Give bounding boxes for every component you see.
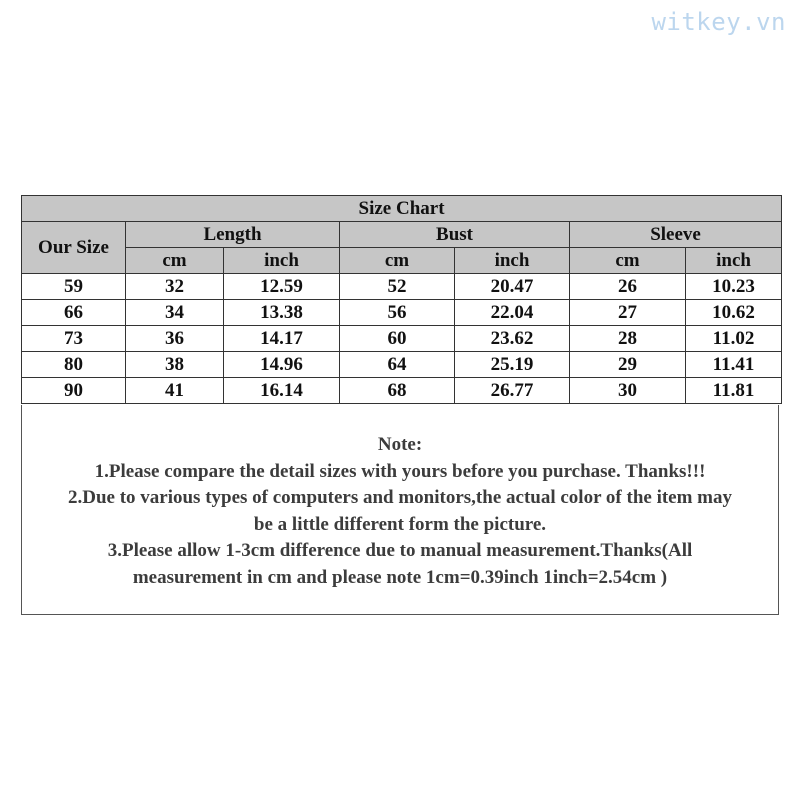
table-cell: 30 (570, 378, 686, 404)
size-chart-table (21, 195, 782, 404)
table-cell: 10.62 (686, 300, 782, 326)
note-line: 3.Please allow 1-3cm difference due to manual measurement.Thanks(All (107, 540, 693, 561)
table-cell: 14.17 (224, 326, 340, 352)
table-cell: 36 (126, 326, 224, 352)
table-title: Size Chart (22, 196, 782, 222)
table-cell: 41 (126, 378, 224, 404)
table-cell: 60 (340, 326, 455, 352)
table-cell: 80 (22, 352, 126, 378)
table-cell: 11.41 (686, 352, 782, 378)
table-cell: 26.77 (455, 378, 570, 404)
table-cell: 12.59 (224, 274, 340, 300)
table-row (22, 352, 782, 378)
title-row (22, 196, 782, 222)
note-heading: Note: (377, 434, 423, 455)
table-cell: 59 (22, 274, 126, 300)
unit-header: inch (686, 248, 782, 274)
note-line: be a little different form the picture. (253, 513, 547, 535)
table-cell: 11.81 (686, 378, 782, 404)
note-line: 1.Please compare the detail sizes with yours before you purchase. Thanks!!! (94, 460, 706, 482)
length-header: Length (126, 222, 340, 248)
table-cell: 90 (22, 378, 126, 404)
sleeve-header: Sleeve (570, 222, 782, 248)
table-cell: 68 (340, 378, 455, 404)
table-cell: 52 (340, 274, 455, 300)
unit-header: cm (340, 248, 455, 274)
table-cell: 11.02 (686, 326, 782, 352)
bust-header: Bust (340, 222, 570, 248)
table-row (22, 378, 782, 404)
table-cell: 26 (570, 274, 686, 300)
table-cell: 16.14 (224, 378, 340, 404)
note-line: measurement in cm and please note 1cm=0.39inch 1inch=2.54cm ) (132, 566, 668, 588)
table-cell: 14.96 (224, 352, 340, 378)
table-cell: 64 (340, 352, 455, 378)
note-box (21, 405, 779, 615)
table-row (22, 274, 782, 300)
table-cell: 34 (126, 300, 224, 326)
table-row (22, 300, 782, 326)
table-cell: 22.04 (455, 300, 570, 326)
unit-header: cm (126, 248, 224, 274)
table-cell: 32 (126, 274, 224, 300)
table-cell: 23.62 (455, 326, 570, 352)
table-cell: 66 (22, 300, 126, 326)
group-header-row (22, 222, 782, 248)
unit-header: inch (224, 248, 340, 274)
table-cell: 25.19 (455, 352, 570, 378)
unit-header: inch (455, 248, 570, 274)
table-cell: 73 (22, 326, 126, 352)
table-cell: 10.23 (686, 274, 782, 300)
table-cell: 27 (570, 300, 686, 326)
our-size-header: Our Size (22, 222, 126, 274)
table-cell: 56 (340, 300, 455, 326)
table-row (22, 326, 782, 352)
table-cell: 13.38 (224, 300, 340, 326)
note-line: 2.Due to various types of computers and monitors,the actual color of the item may (67, 487, 733, 508)
table-body (22, 274, 782, 404)
table-cell: 38 (126, 352, 224, 378)
table-cell: 20.47 (455, 274, 570, 300)
table-cell: 28 (570, 326, 686, 352)
unit-header-row (22, 248, 782, 274)
table-cell: 29 (570, 352, 686, 378)
watermark: witkey.vn (651, 8, 786, 36)
unit-header: cm (570, 248, 686, 274)
